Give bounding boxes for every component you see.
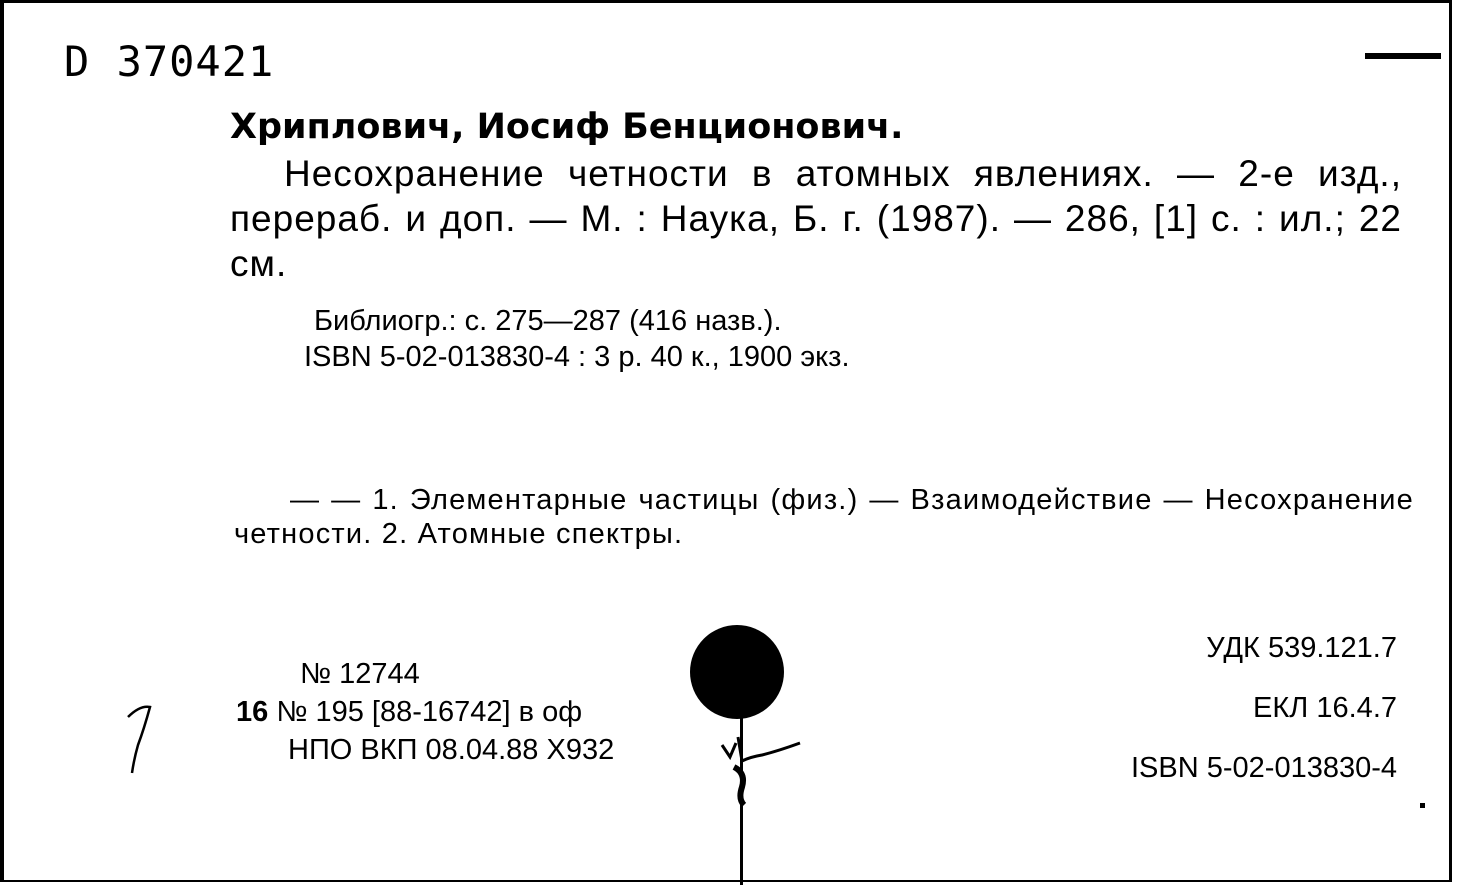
- udk-code: УДК 539.121.7: [1206, 632, 1397, 664]
- subject-headings: — — 1. Элементарные частицы (физ.) — Взаимодействие — Несохранение четности. 2. Атомные спектры.: [234, 484, 1414, 550]
- isbn-code: ISBN 5-02-013830-4: [1131, 752, 1397, 784]
- title-description: Несохранение четности в атомных явлениях. — 2-е изд., перераб. и доп. — М. : Наука, Б. г. (1987). — 286, [1] с. : ил.; 22 см.: [230, 153, 1402, 284]
- isbn-price-note: ISBN 5-02-013830-4 : 3 р. 40 к., 1900 экз.: [304, 341, 850, 373]
- accession-line-2-bold: 16: [236, 696, 269, 728]
- accession-block: [236, 655, 614, 769]
- top-right-bar: [1365, 53, 1441, 59]
- notes-block: [304, 303, 850, 375]
- accession-number: № 12744: [300, 658, 420, 690]
- author-heading: Хриплович, Иосиф Бенционович.: [230, 107, 904, 147]
- accession-line-2: [236, 693, 614, 731]
- ekl-code: ЕКЛ 16.4.7: [1253, 692, 1397, 724]
- shelfmark: D 370421: [64, 37, 275, 86]
- handwritten-number-icon: [114, 699, 174, 779]
- bibliography-note: Библиогр.: с. 275—287 (416 назв.).: [314, 305, 782, 337]
- accession-line-2-rest: № 195 [88-16742] в оф: [268, 696, 583, 728]
- handwritten-scribble-icon: [716, 717, 816, 807]
- dot-mark: [1420, 803, 1425, 808]
- classification-codes: [1131, 625, 1397, 805]
- punch-hole: [690, 625, 784, 719]
- accession-line-3: НПО ВКП 08.04.88 Х932: [288, 734, 615, 766]
